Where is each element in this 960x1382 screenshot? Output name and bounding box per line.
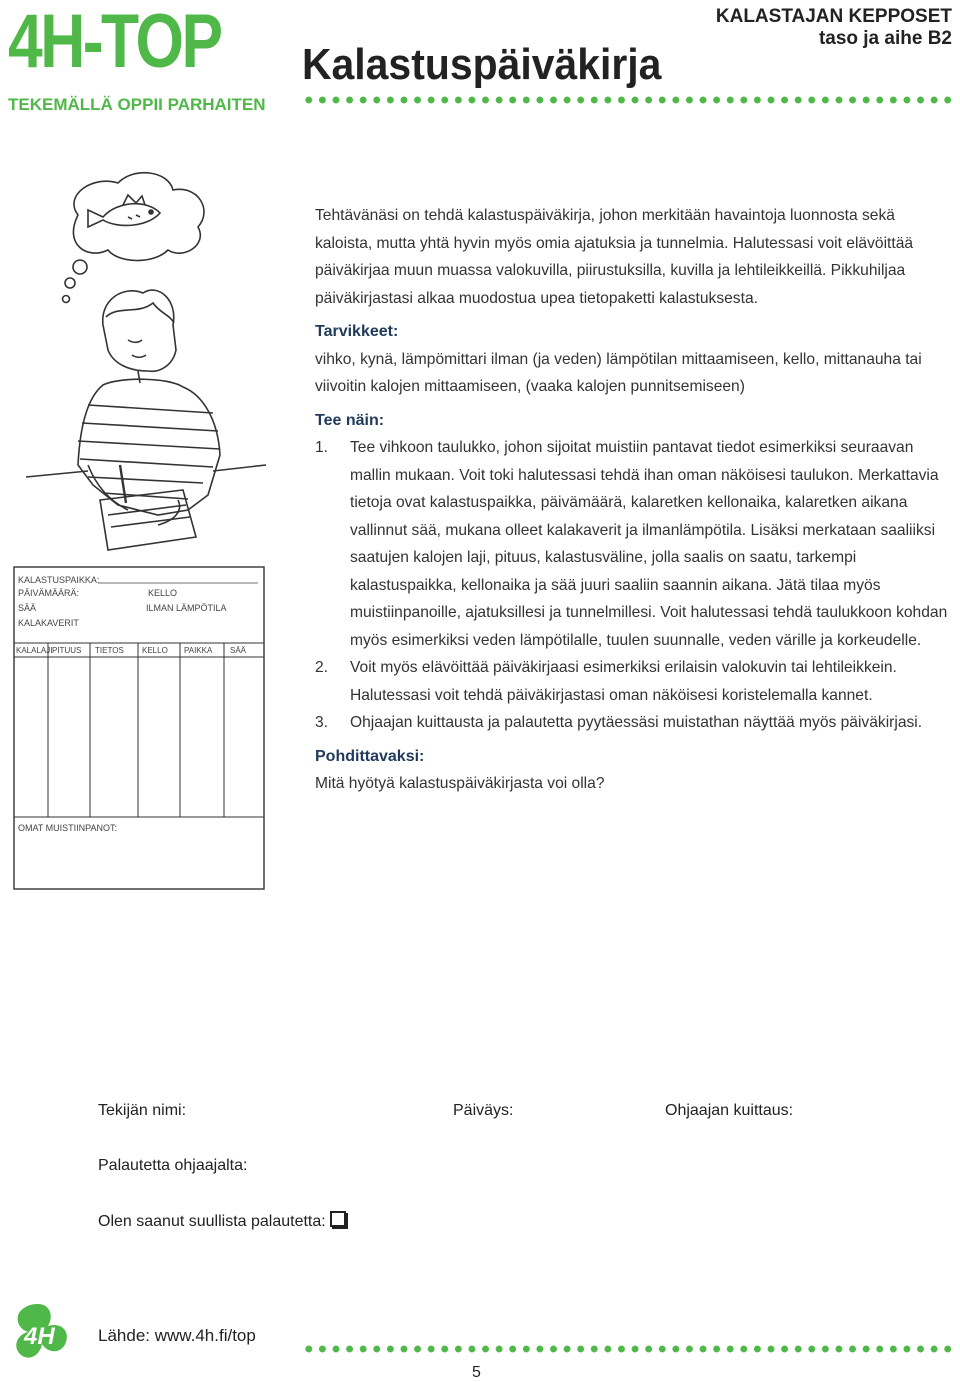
logo-tagline: TEKEMÄLLÄ OPPII PARHAITEN [8, 95, 266, 114]
supplies-text: vihko, kynä, lämpömittari ilman (ja veden) lämpötilan mittaamiseen, kello, mittanauha tai viivoitin kalojen mittaamiseen, (vaaka kalojen punnitsemiseen) [315, 350, 922, 395]
form-label-air-temp: ILMAN LÄMPÖTILA [146, 603, 227, 613]
supervisor-signature-label: Ohjaajan kuittaus: [665, 1102, 794, 1119]
oral-feedback-row [98, 1211, 346, 1231]
form-label-date: PÄIVÄMÄÄRÄ: [18, 588, 80, 598]
reflection-heading: Pohdittavaksi: [315, 747, 425, 765]
form-column-header: PITUUS [52, 646, 82, 655]
4h-clover-logo-icon [8, 1300, 72, 1362]
form-label-buddies: KALAKAVERIT [18, 618, 79, 628]
thought-bubble [63, 296, 70, 303]
feedback-checkbox[interactable] [330, 1211, 346, 1227]
author-name-label: Tekijän nimi: [98, 1102, 187, 1119]
form-column-header: KALALAJI [16, 646, 53, 655]
diary-form-template [14, 567, 264, 889]
form-label-weather: SÄÄ [18, 603, 37, 613]
page-number: 5 [472, 1364, 481, 1381]
svg-text:4H: 4H [24, 1323, 55, 1350]
form-column-header: KELLO [142, 646, 168, 655]
series-level: taso ja aihe B2 [818, 28, 952, 49]
form-label-notes: OMAT MUISTIINPANOT: [18, 823, 118, 833]
page-title: Kalastuspäiväkirja [302, 40, 662, 89]
thought-bubble [65, 278, 75, 288]
form-column-header: TIETOS [95, 646, 124, 655]
step-number: 2. [315, 659, 329, 676]
instructions-content [315, 202, 955, 798]
boy-writing-diary-illustration [8, 165, 268, 895]
step-number: 1. [315, 439, 329, 456]
form-label-time: KELLO [148, 588, 178, 598]
list-item [315, 654, 955, 709]
reflection-text: Mitä hyötyä kalastuspäiväkirjasta voi olla? [315, 775, 605, 792]
form-column-header: SÄÄ [230, 646, 247, 655]
logo-4h-top: 4H-TOP [8, 0, 221, 84]
fish-icon [88, 195, 160, 227]
thought-bubble [73, 260, 87, 274]
table-edge [26, 465, 266, 477]
steps-list [315, 434, 955, 737]
form-label-place: KALASTUSPAIKKA: [18, 575, 100, 585]
supplies-heading: Tarvikkeet: [315, 323, 399, 340]
step-number: 3. [315, 714, 329, 731]
source-link[interactable]: Lähde: www.4h.fi/top [98, 1326, 256, 1345]
step-text: Voit myös elävöittää päiväkirjaasi esimerkiksi erilaisin valokuvin tai lehtileikkein. Halutessasi voit tehdä päiväkirjastasi oman näköisesi koristelemalla kannet. [350, 659, 897, 704]
date-label: Päiväys: [453, 1102, 514, 1119]
series-name: KALASTAJAN KEPPOSET [715, 6, 952, 27]
feedback-label: Palautetta ohjaajalta: [98, 1157, 248, 1174]
oral-feedback-label: Olen saanut suullista palautetta: [98, 1213, 326, 1230]
list-item [315, 434, 955, 654]
series-info [716, 6, 952, 50]
intro-paragraph: Tehtävänäsi on tehdä kalastuspäiväkirja, johon merkitään havaintoja luonnosta sekä kaloista, mutta yhtä hyvin myös omia ajatuksia ja tunnelmia. Halutessasi voit elävöittää päiväkirjaa muun muassa valokuvilla, piirustuksilla, kuvilla ja lehtileikkeillä. Pikkuhiljaa päiväkirjastasi alkaa muodostua upea tietopaketti kalastuksesta. [315, 207, 914, 307]
form-column-header: PAIKKA [184, 646, 213, 655]
steps-heading: Tee näin: [315, 411, 385, 429]
list-item [315, 709, 955, 737]
dotted-divider [302, 95, 954, 105]
boy-head [103, 290, 176, 383]
dotted-divider [302, 1344, 954, 1354]
step-text: Ohjaajan kuittausta ja palautetta pyytäessäsi muistathan näyttää myös päiväkirjasi. [350, 714, 923, 731]
step-text: Tee vihkoon taulukko, johon sijoitat muistiin pantavat tiedot esimerkiksi seuraavan mallin mukaan. Voit toki halutessasi tehdä ihan oman näköisesi taulukon. Merkattavia tietoja ovat kalastuspaikka, päivämäärä, kalaretken kellonaika, kalaretken aikana vallinnut sää, mukana olleet kalakaverit ja ilmanlämpötila. Lisäksi merkataan saaliiksi saatujen kalojen laji, pituus, kalastusväline, jolla saalis on saatu, tarkempi kalastuspaikka, kellonaika ja sää juuri saaliin saannin aikana. Jätä tilaa myös muistiinpanoille, ajatuksillesi ja tunnelmillesi. Voit halutessasi tehdä taulukkoon kohdan myös esimerkiksi veden lämpötilalle, tuulen suunnalle, veden värille ja korkeudelle. [350, 439, 948, 649]
